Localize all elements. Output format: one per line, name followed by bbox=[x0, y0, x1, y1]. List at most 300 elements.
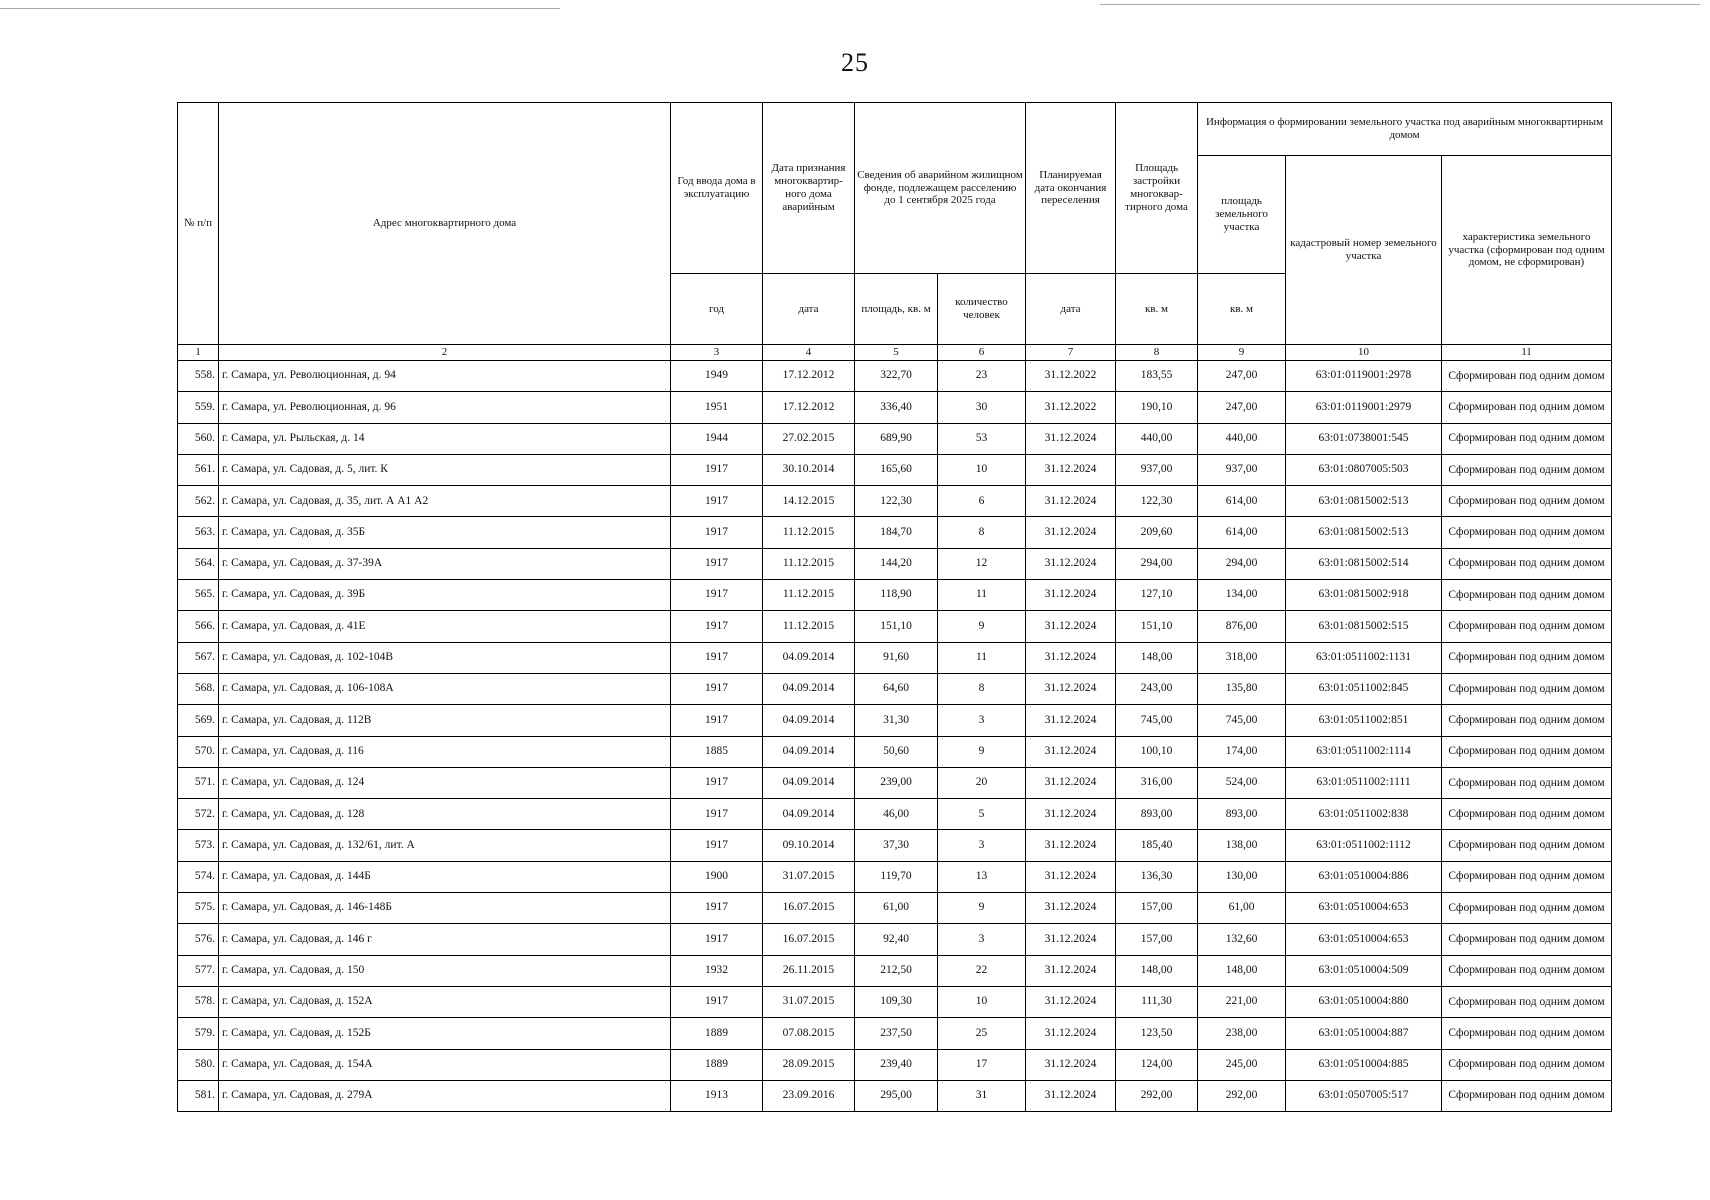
land-area-cell: 876,00 bbox=[1198, 611, 1286, 642]
table-row bbox=[178, 736, 1612, 767]
planned-date-cell: 31.12.2024 bbox=[1026, 830, 1116, 861]
people-count-cell: 9 bbox=[938, 893, 1026, 924]
scan-artifact-line bbox=[1100, 4, 1700, 5]
address-cell: г. Самара, ул. Садовая, д. 146 г bbox=[219, 924, 671, 955]
column-number: 9 bbox=[1198, 345, 1286, 361]
cadastral-number-cell: 63:01:0511002:838 bbox=[1286, 799, 1442, 830]
header-land-info: Информация о формировании земельного участка под аварийным многоквартирным домом bbox=[1198, 103, 1612, 156]
header-address: Адрес многоквартирного дома bbox=[219, 103, 671, 345]
row-number: 566. bbox=[178, 611, 219, 642]
cadastral-number-cell: 63:01:0510004:653 bbox=[1286, 924, 1442, 955]
table-row bbox=[178, 611, 1612, 642]
recognition-date-cell: 04.09.2014 bbox=[763, 736, 855, 767]
recognition-date-cell: 31.07.2015 bbox=[763, 861, 855, 892]
recognition-date-cell: 11.12.2015 bbox=[763, 548, 855, 579]
column-number: 8 bbox=[1116, 345, 1198, 361]
building-area-cell: 100,10 bbox=[1116, 736, 1198, 767]
address-cell: г. Самара, ул. Садовая, д. 112В bbox=[219, 705, 671, 736]
building-area-cell: 111,30 bbox=[1116, 986, 1198, 1017]
year-cell: 1889 bbox=[671, 1049, 763, 1080]
recognition-date-cell: 07.08.2015 bbox=[763, 1018, 855, 1049]
people-count-cell: 3 bbox=[938, 830, 1026, 861]
land-area-cell: 937,00 bbox=[1198, 454, 1286, 485]
address-cell: г. Самара, ул. Садовая, д. 35, лит. А А1 А2 bbox=[219, 486, 671, 517]
year-cell: 1917 bbox=[671, 548, 763, 579]
table-row bbox=[178, 361, 1612, 392]
building-area-cell: 316,00 bbox=[1116, 767, 1198, 798]
table-row bbox=[178, 799, 1612, 830]
header-fund-info: Сведения об аварийном жилищном фонде, подлежащем расселению до 1 сентября 2025 года bbox=[855, 103, 1026, 274]
land-characteristic-cell: Сформирован под одним домом bbox=[1442, 736, 1612, 767]
column-number: 1 bbox=[178, 345, 219, 361]
header-cadastral: кадастровый номер земельного участка bbox=[1286, 156, 1442, 345]
planned-date-cell: 31.12.2024 bbox=[1026, 517, 1116, 548]
emergency-housing-table bbox=[177, 102, 1612, 1112]
people-count-cell: 8 bbox=[938, 517, 1026, 548]
land-characteristic-cell: Сформирован под одним домом bbox=[1442, 642, 1612, 673]
row-number: 564. bbox=[178, 548, 219, 579]
building-area-cell: 124,00 bbox=[1116, 1049, 1198, 1080]
header-no: № п/п bbox=[178, 103, 219, 345]
people-count-cell: 12 bbox=[938, 548, 1026, 579]
header-land-area: площадь земельного участка bbox=[1198, 156, 1286, 274]
row-number: 574. bbox=[178, 861, 219, 892]
cadastral-number-cell: 63:01:0511002:1114 bbox=[1286, 736, 1442, 767]
cadastral-number-cell: 63:01:0511002:851 bbox=[1286, 705, 1442, 736]
row-number: 565. bbox=[178, 580, 219, 611]
recognition-date-cell: 04.09.2014 bbox=[763, 767, 855, 798]
building-area-cell: 190,10 bbox=[1116, 392, 1198, 423]
column-number: 7 bbox=[1026, 345, 1116, 361]
column-number: 2 bbox=[219, 345, 671, 361]
address-cell: г. Самара, ул. Садовая, д. 144Б bbox=[219, 861, 671, 892]
people-count-cell: 5 bbox=[938, 799, 1026, 830]
recognition-date-cell: 11.12.2015 bbox=[763, 611, 855, 642]
cadastral-number-cell: 63:01:0815002:515 bbox=[1286, 611, 1442, 642]
area-cell: 122,30 bbox=[855, 486, 938, 517]
address-cell: г. Самара, ул. Садовая, д. 146-148Б bbox=[219, 893, 671, 924]
address-cell: г. Самара, ул. Садовая, д. 279А bbox=[219, 1080, 671, 1111]
cadastral-number-cell: 63:01:0815002:918 bbox=[1286, 580, 1442, 611]
land-characteristic-cell: Сформирован под одним домом bbox=[1442, 955, 1612, 986]
header-building-area: Площадь застройки многоквар-тирного дома bbox=[1116, 103, 1198, 274]
people-count-cell: 9 bbox=[938, 611, 1026, 642]
planned-date-cell: 31.12.2024 bbox=[1026, 454, 1116, 485]
row-number: 572. bbox=[178, 799, 219, 830]
area-cell: 144,20 bbox=[855, 548, 938, 579]
land-area-cell: 318,00 bbox=[1198, 642, 1286, 673]
area-cell: 689,90 bbox=[855, 423, 938, 454]
land-area-cell: 134,00 bbox=[1198, 580, 1286, 611]
building-area-cell: 745,00 bbox=[1116, 705, 1198, 736]
land-area-cell: 247,00 bbox=[1198, 361, 1286, 392]
header-unit-area: площадь, кв. м bbox=[855, 274, 938, 345]
recognition-date-cell: 04.09.2014 bbox=[763, 673, 855, 704]
recognition-date-cell: 04.09.2014 bbox=[763, 705, 855, 736]
recognition-date-cell: 17.12.2012 bbox=[763, 361, 855, 392]
area-cell: 184,70 bbox=[855, 517, 938, 548]
planned-date-cell: 31.12.2024 bbox=[1026, 642, 1116, 673]
land-area-cell: 130,00 bbox=[1198, 861, 1286, 892]
header-date-recognition: Дата признания многоквартир-ного дома аварийным bbox=[763, 103, 855, 274]
scan-artifact-line bbox=[0, 8, 560, 9]
header-unit-people: количество человек bbox=[938, 274, 1026, 345]
year-cell: 1932 bbox=[671, 955, 763, 986]
header-unit-building-area: кв. м bbox=[1116, 274, 1198, 345]
area-cell: 295,00 bbox=[855, 1080, 938, 1111]
table-row bbox=[178, 392, 1612, 423]
land-characteristic-cell: Сформирован под одним домом bbox=[1442, 1018, 1612, 1049]
planned-date-cell: 31.12.2024 bbox=[1026, 799, 1116, 830]
address-cell: г. Самара, ул. Садовая, д. 5, лит. К bbox=[219, 454, 671, 485]
recognition-date-cell: 17.12.2012 bbox=[763, 392, 855, 423]
year-cell: 1917 bbox=[671, 673, 763, 704]
table-row bbox=[178, 1080, 1612, 1111]
address-cell: г. Самара, ул. Революционная, д. 94 bbox=[219, 361, 671, 392]
address-cell: г. Самара, ул. Садовая, д. 154А bbox=[219, 1049, 671, 1080]
land-area-cell: 292,00 bbox=[1198, 1080, 1286, 1111]
land-area-cell: 745,00 bbox=[1198, 705, 1286, 736]
people-count-cell: 6 bbox=[938, 486, 1026, 517]
building-area-cell: 157,00 bbox=[1116, 924, 1198, 955]
area-cell: 336,40 bbox=[855, 392, 938, 423]
building-area-cell: 440,00 bbox=[1116, 423, 1198, 454]
land-characteristic-cell: Сформирован под одним домом bbox=[1442, 1049, 1612, 1080]
table-row bbox=[178, 673, 1612, 704]
people-count-cell: 23 bbox=[938, 361, 1026, 392]
cadastral-number-cell: 63:01:0511002:1131 bbox=[1286, 642, 1442, 673]
area-cell: 109,30 bbox=[855, 986, 938, 1017]
year-cell: 1917 bbox=[671, 486, 763, 517]
people-count-cell: 22 bbox=[938, 955, 1026, 986]
building-area-cell: 183,55 bbox=[1116, 361, 1198, 392]
address-cell: г. Самара, ул. Садовая, д. 35Б bbox=[219, 517, 671, 548]
land-characteristic-cell: Сформирован под одним домом bbox=[1442, 705, 1612, 736]
land-characteristic-cell: Сформирован под одним домом bbox=[1442, 361, 1612, 392]
page-number: 25 bbox=[841, 48, 869, 77]
recognition-date-cell: 23.09.2016 bbox=[763, 1080, 855, 1111]
land-characteristic-cell: Сформирован под одним домом bbox=[1442, 392, 1612, 423]
planned-date-cell: 31.12.2024 bbox=[1026, 423, 1116, 454]
header-unit-date: дата bbox=[763, 274, 855, 345]
area-cell: 239,00 bbox=[855, 767, 938, 798]
table-row bbox=[178, 986, 1612, 1017]
planned-date-cell: 31.12.2024 bbox=[1026, 861, 1116, 892]
year-cell: 1951 bbox=[671, 392, 763, 423]
building-area-cell: 185,40 bbox=[1116, 830, 1198, 861]
land-characteristic-cell: Сформирован под одним домом bbox=[1442, 986, 1612, 1017]
planned-date-cell: 31.12.2024 bbox=[1026, 1049, 1116, 1080]
cadastral-number-cell: 63:01:0510004:885 bbox=[1286, 1049, 1442, 1080]
table-row bbox=[178, 548, 1612, 579]
header-year: Год ввода дома в эксплуатацию bbox=[671, 103, 763, 274]
year-cell: 1949 bbox=[671, 361, 763, 392]
cadastral-number-cell: 63:01:0511002:1112 bbox=[1286, 830, 1442, 861]
planned-date-cell: 31.12.2024 bbox=[1026, 705, 1116, 736]
land-area-cell: 148,00 bbox=[1198, 955, 1286, 986]
land-characteristic-cell: Сформирован под одним домом bbox=[1442, 611, 1612, 642]
recognition-date-cell: 04.09.2014 bbox=[763, 799, 855, 830]
land-area-cell: 132,60 bbox=[1198, 924, 1286, 955]
year-cell: 1944 bbox=[671, 423, 763, 454]
recognition-date-cell: 31.07.2015 bbox=[763, 986, 855, 1017]
planned-date-cell: 31.12.2024 bbox=[1026, 1018, 1116, 1049]
row-number: 567. bbox=[178, 642, 219, 673]
land-area-cell: 614,00 bbox=[1198, 517, 1286, 548]
table-row bbox=[178, 486, 1612, 517]
land-area-cell: 245,00 bbox=[1198, 1049, 1286, 1080]
people-count-cell: 17 bbox=[938, 1049, 1026, 1080]
year-cell: 1889 bbox=[671, 1018, 763, 1049]
people-count-cell: 10 bbox=[938, 986, 1026, 1017]
table-body bbox=[178, 361, 1612, 1112]
address-cell: г. Самара, ул. Садовая, д. 41Е bbox=[219, 611, 671, 642]
planned-date-cell: 31.12.2024 bbox=[1026, 736, 1116, 767]
area-cell: 92,40 bbox=[855, 924, 938, 955]
recognition-date-cell: 11.12.2015 bbox=[763, 517, 855, 548]
address-cell: г. Самара, ул. Садовая, д. 150 bbox=[219, 955, 671, 986]
area-cell: 61,00 bbox=[855, 893, 938, 924]
building-area-cell: 294,00 bbox=[1116, 548, 1198, 579]
recognition-date-cell: 14.12.2015 bbox=[763, 486, 855, 517]
emergency-housing-table-wrap bbox=[177, 102, 1611, 1112]
recognition-date-cell: 09.10.2014 bbox=[763, 830, 855, 861]
area-cell: 37,30 bbox=[855, 830, 938, 861]
land-characteristic-cell: Сформирован под одним домом bbox=[1442, 548, 1612, 579]
building-area-cell: 893,00 bbox=[1116, 799, 1198, 830]
land-characteristic-cell: Сформирован под одним домом bbox=[1442, 454, 1612, 485]
recognition-date-cell: 27.02.2015 bbox=[763, 423, 855, 454]
area-cell: 212,50 bbox=[855, 955, 938, 986]
cadastral-number-cell: 63:01:0510004:509 bbox=[1286, 955, 1442, 986]
year-cell: 1917 bbox=[671, 454, 763, 485]
planned-date-cell: 31.12.2024 bbox=[1026, 611, 1116, 642]
people-count-cell: 30 bbox=[938, 392, 1026, 423]
land-characteristic-cell: Сформирован под одним домом bbox=[1442, 673, 1612, 704]
planned-date-cell: 31.12.2024 bbox=[1026, 767, 1116, 798]
recognition-date-cell: 11.12.2015 bbox=[763, 580, 855, 611]
row-number: 562. bbox=[178, 486, 219, 517]
land-area-cell: 61,00 bbox=[1198, 893, 1286, 924]
table-header bbox=[178, 103, 1612, 361]
planned-date-cell: 31.12.2022 bbox=[1026, 392, 1116, 423]
address-cell: г. Самара, ул. Садовая, д. 106-108А bbox=[219, 673, 671, 704]
cadastral-number-cell: 63:01:0510004:887 bbox=[1286, 1018, 1442, 1049]
cadastral-number-cell: 63:01:0511002:845 bbox=[1286, 673, 1442, 704]
header-unit-planned-date: дата bbox=[1026, 274, 1116, 345]
row-number: 581. bbox=[178, 1080, 219, 1111]
building-area-cell: 148,00 bbox=[1116, 955, 1198, 986]
people-count-cell: 3 bbox=[938, 924, 1026, 955]
table-row bbox=[178, 423, 1612, 454]
table-row bbox=[178, 893, 1612, 924]
year-cell: 1917 bbox=[671, 830, 763, 861]
building-area-cell: 209,60 bbox=[1116, 517, 1198, 548]
header-unit-land-area: кв. м bbox=[1198, 274, 1286, 345]
row-number: 561. bbox=[178, 454, 219, 485]
row-number: 579. bbox=[178, 1018, 219, 1049]
building-area-cell: 151,10 bbox=[1116, 611, 1198, 642]
address-cell: г. Самара, ул. Садовая, д. 132/61, лит. А bbox=[219, 830, 671, 861]
table-row bbox=[178, 454, 1612, 485]
row-number: 577. bbox=[178, 955, 219, 986]
header-unit-year: год bbox=[671, 274, 763, 345]
land-characteristic-cell: Сформирован под одним домом bbox=[1442, 580, 1612, 611]
column-number: 6 bbox=[938, 345, 1026, 361]
cadastral-number-cell: 63:01:0507005:517 bbox=[1286, 1080, 1442, 1111]
people-count-cell: 11 bbox=[938, 642, 1026, 673]
address-cell: г. Самара, ул. Садовая, д. 39Б bbox=[219, 580, 671, 611]
table-row bbox=[178, 642, 1612, 673]
planned-date-cell: 31.12.2024 bbox=[1026, 486, 1116, 517]
building-area-cell: 123,50 bbox=[1116, 1018, 1198, 1049]
people-count-cell: 13 bbox=[938, 861, 1026, 892]
area-cell: 151,10 bbox=[855, 611, 938, 642]
area-cell: 239,40 bbox=[855, 1049, 938, 1080]
column-number: 3 bbox=[671, 345, 763, 361]
cadastral-number-cell: 63:01:0815002:513 bbox=[1286, 486, 1442, 517]
planned-date-cell: 31.12.2022 bbox=[1026, 361, 1116, 392]
land-characteristic-cell: Сформирован под одним домом bbox=[1442, 767, 1612, 798]
row-number: 570. bbox=[178, 736, 219, 767]
column-number-row bbox=[178, 345, 1612, 361]
planned-date-cell: 31.12.2024 bbox=[1026, 548, 1116, 579]
row-number: 575. bbox=[178, 893, 219, 924]
column-number: 11 bbox=[1442, 345, 1612, 361]
planned-date-cell: 31.12.2024 bbox=[1026, 986, 1116, 1017]
building-area-cell: 937,00 bbox=[1116, 454, 1198, 485]
year-cell: 1917 bbox=[671, 924, 763, 955]
land-area-cell: 138,00 bbox=[1198, 830, 1286, 861]
cadastral-number-cell: 63:01:0510004:880 bbox=[1286, 986, 1442, 1017]
address-cell: г. Самара, ул. Садовая, д. 116 bbox=[219, 736, 671, 767]
cadastral-number-cell: 63:01:0815002:514 bbox=[1286, 548, 1442, 579]
cadastral-number-cell: 63:01:0119001:2979 bbox=[1286, 392, 1442, 423]
recognition-date-cell: 30.10.2014 bbox=[763, 454, 855, 485]
address-cell: г. Самара, ул. Садовая, д. 128 bbox=[219, 799, 671, 830]
land-area-cell: 221,00 bbox=[1198, 986, 1286, 1017]
recognition-date-cell: 28.09.2015 bbox=[763, 1049, 855, 1080]
address-cell: г. Самара, ул. Рыльская, д. 14 bbox=[219, 423, 671, 454]
row-number: 560. bbox=[178, 423, 219, 454]
year-cell: 1917 bbox=[671, 799, 763, 830]
land-characteristic-cell: Сформирован под одним домом bbox=[1442, 830, 1612, 861]
land-characteristic-cell: Сформирован под одним домом bbox=[1442, 486, 1612, 517]
row-number: 563. bbox=[178, 517, 219, 548]
building-area-cell: 148,00 bbox=[1116, 642, 1198, 673]
people-count-cell: 10 bbox=[938, 454, 1026, 485]
table-row bbox=[178, 580, 1612, 611]
year-cell: 1917 bbox=[671, 767, 763, 798]
header-planned-date: Планируемая дата окончания переселения bbox=[1026, 103, 1116, 274]
land-characteristic-cell: Сформирован под одним домом bbox=[1442, 517, 1612, 548]
land-area-cell: 247,00 bbox=[1198, 392, 1286, 423]
cadastral-number-cell: 63:01:0119001:2978 bbox=[1286, 361, 1442, 392]
building-area-cell: 157,00 bbox=[1116, 893, 1198, 924]
year-cell: 1885 bbox=[671, 736, 763, 767]
column-number: 10 bbox=[1286, 345, 1442, 361]
row-number: 568. bbox=[178, 673, 219, 704]
table-row bbox=[178, 705, 1612, 736]
recognition-date-cell: 16.07.2015 bbox=[763, 893, 855, 924]
recognition-date-cell: 04.09.2014 bbox=[763, 642, 855, 673]
table-row bbox=[178, 1018, 1612, 1049]
cadastral-number-cell: 63:01:0807005:503 bbox=[1286, 454, 1442, 485]
people-count-cell: 3 bbox=[938, 705, 1026, 736]
land-characteristic-cell: Сформирован под одним домом bbox=[1442, 423, 1612, 454]
land-area-cell: 238,00 bbox=[1198, 1018, 1286, 1049]
year-cell: 1917 bbox=[671, 580, 763, 611]
column-number: 5 bbox=[855, 345, 938, 361]
year-cell: 1917 bbox=[671, 611, 763, 642]
people-count-cell: 25 bbox=[938, 1018, 1026, 1049]
land-characteristic-cell: Сформирован под одним домом bbox=[1442, 893, 1612, 924]
land-characteristic-cell: Сформирован под одним домом bbox=[1442, 861, 1612, 892]
year-cell: 1917 bbox=[671, 986, 763, 1017]
table-row bbox=[178, 1049, 1612, 1080]
building-area-cell: 122,30 bbox=[1116, 486, 1198, 517]
people-count-cell: 31 bbox=[938, 1080, 1026, 1111]
table-row bbox=[178, 767, 1612, 798]
area-cell: 91,60 bbox=[855, 642, 938, 673]
building-area-cell: 136,30 bbox=[1116, 861, 1198, 892]
table-row bbox=[178, 830, 1612, 861]
building-area-cell: 292,00 bbox=[1116, 1080, 1198, 1111]
people-count-cell: 9 bbox=[938, 736, 1026, 767]
row-number: 558. bbox=[178, 361, 219, 392]
recognition-date-cell: 16.07.2015 bbox=[763, 924, 855, 955]
table-row bbox=[178, 924, 1612, 955]
land-area-cell: 174,00 bbox=[1198, 736, 1286, 767]
address-cell: г. Самара, ул. Садовая, д. 152А bbox=[219, 986, 671, 1017]
year-cell: 1917 bbox=[671, 642, 763, 673]
area-cell: 119,70 bbox=[855, 861, 938, 892]
cadastral-number-cell: 63:01:0510004:653 bbox=[1286, 893, 1442, 924]
building-area-cell: 243,00 bbox=[1116, 673, 1198, 704]
people-count-cell: 8 bbox=[938, 673, 1026, 704]
table-row bbox=[178, 517, 1612, 548]
land-characteristic-cell: Сформирован под одним домом bbox=[1442, 799, 1612, 830]
land-area-cell: 614,00 bbox=[1198, 486, 1286, 517]
area-cell: 31,30 bbox=[855, 705, 938, 736]
land-area-cell: 294,00 bbox=[1198, 548, 1286, 579]
planned-date-cell: 31.12.2024 bbox=[1026, 1080, 1116, 1111]
cadastral-number-cell: 63:01:0510004:886 bbox=[1286, 861, 1442, 892]
area-cell: 322,70 bbox=[855, 361, 938, 392]
cadastral-number-cell: 63:01:0815002:513 bbox=[1286, 517, 1442, 548]
area-cell: 237,50 bbox=[855, 1018, 938, 1049]
table-row bbox=[178, 861, 1612, 892]
row-number: 576. bbox=[178, 924, 219, 955]
area-cell: 50,60 bbox=[855, 736, 938, 767]
row-number: 559. bbox=[178, 392, 219, 423]
address-cell: г. Самара, ул. Садовая, д. 124 bbox=[219, 767, 671, 798]
people-count-cell: 20 bbox=[938, 767, 1026, 798]
header-land-char: характеристика земельного участка (сформирован под одним домом, не сформирован) bbox=[1442, 156, 1612, 345]
people-count-cell: 53 bbox=[938, 423, 1026, 454]
cadastral-number-cell: 63:01:0738001:545 bbox=[1286, 423, 1442, 454]
address-cell: г. Самара, ул. Садовая, д. 102-104В bbox=[219, 642, 671, 673]
building-area-cell: 127,10 bbox=[1116, 580, 1198, 611]
area-cell: 64,60 bbox=[855, 673, 938, 704]
land-characteristic-cell: Сформирован под одним домом bbox=[1442, 924, 1612, 955]
land-area-cell: 135,80 bbox=[1198, 673, 1286, 704]
year-cell: 1917 bbox=[671, 517, 763, 548]
planned-date-cell: 31.12.2024 bbox=[1026, 955, 1116, 986]
planned-date-cell: 31.12.2024 bbox=[1026, 893, 1116, 924]
row-number: 569. bbox=[178, 705, 219, 736]
area-cell: 165,60 bbox=[855, 454, 938, 485]
